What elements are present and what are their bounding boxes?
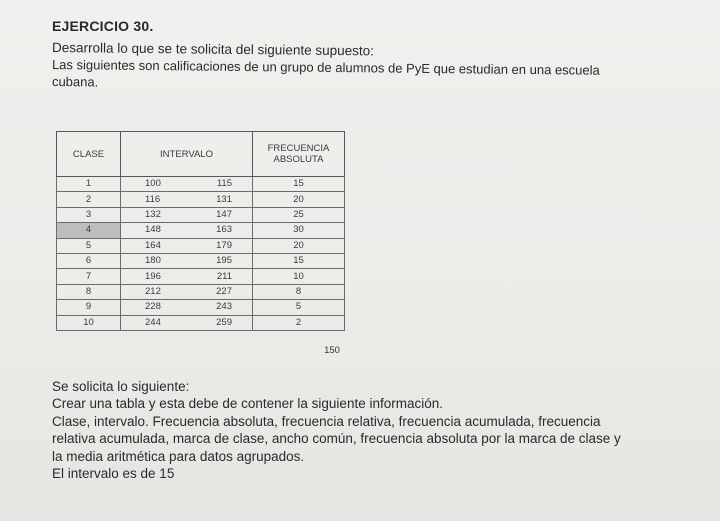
- requirements-line1: Se solicita lo siguiente:: [52, 379, 190, 394]
- interval-lower-cell: 196: [121, 269, 188, 284]
- frequency-cell: 20: [253, 238, 345, 253]
- frequency-table-container: [56, 131, 345, 356]
- clase-cell: 8: [57, 284, 121, 299]
- requirements-line2: Crear una tabla y esta debe de contener la siguiente información.: [52, 396, 443, 412]
- interval-lower-cell: 148: [121, 223, 188, 238]
- clase-cell: 4: [57, 223, 121, 238]
- interval-lower-cell: 212: [121, 284, 188, 299]
- interval-lower-cell: 164: [121, 238, 188, 253]
- clase-cell: 6: [57, 253, 121, 268]
- table-row: [57, 315, 345, 330]
- clase-cell: 5: [57, 238, 121, 253]
- frequency-cell: 15: [253, 177, 345, 192]
- header-frecuencia-line2: ABSOLUTA: [273, 154, 324, 165]
- table-row: [57, 253, 345, 268]
- requirements-line5: la media aritmética para datos agrupados.: [52, 448, 305, 464]
- table-row: [57, 238, 345, 253]
- clase-cell: 7: [57, 269, 121, 284]
- frequency-cell: 15: [253, 253, 345, 268]
- table-row: [57, 177, 345, 192]
- requirements-line4: relativa acumulada, marca de clase, ancho común, frecuencia absoluta por la marca de clase y: [52, 431, 621, 447]
- frequency-cell: 8: [253, 284, 345, 299]
- interval-lower-cell: 100: [121, 177, 188, 192]
- interval-upper-cell: 179: [188, 238, 253, 253]
- interval-upper-cell: 259: [188, 315, 253, 330]
- interval-upper-cell: 227: [188, 284, 253, 299]
- clase-cell: 2: [57, 192, 121, 207]
- table-row: [57, 192, 345, 207]
- header-intervalo: INTERVALO: [121, 132, 253, 177]
- interval-lower-cell: 244: [121, 315, 188, 330]
- exercise-header: [52, 18, 692, 90]
- header-frecuencia: [253, 132, 345, 177]
- table-row: [57, 300, 345, 315]
- table-row: [57, 223, 345, 238]
- interval-lower-cell: 116: [121, 192, 188, 207]
- interval-upper-cell: 195: [188, 253, 253, 268]
- interval-lower-cell: 228: [121, 300, 188, 315]
- frequency-table: [56, 131, 345, 331]
- exercise-title: EJERCICIO 30.: [52, 18, 154, 34]
- instruction-text: Desarrolla lo que se te solicita del siguiente supuesto:: [51, 40, 374, 59]
- context-text-line1: Las siguientes son calificaciones de un grupo de alumnos de PyE que estudian en una escuela: [51, 57, 600, 78]
- header-clase: CLASE: [57, 132, 121, 177]
- table-row: [57, 284, 345, 299]
- frequency-cell: 5: [253, 300, 345, 315]
- frequency-cell: 2: [253, 315, 345, 330]
- requirements-line3: Clase, intervalo. Frecuencia absoluta, frecuencia relativa, frecuencia acumulada, frecuencia: [52, 413, 601, 429]
- frequency-cell: 25: [253, 207, 345, 222]
- clase-cell: 10: [57, 315, 121, 330]
- interval-upper-cell: 243: [188, 300, 253, 315]
- requirements-line6: El intervalo es de 15: [52, 466, 175, 482]
- interval-upper-cell: 131: [188, 192, 253, 207]
- frequency-total: 150: [324, 345, 340, 356]
- interval-upper-cell: 211: [188, 269, 253, 284]
- frequency-cell: 10: [253, 269, 345, 284]
- requirements-section: [52, 378, 692, 482]
- interval-upper-cell: 115: [188, 177, 253, 192]
- frequency-cell: 30: [253, 223, 345, 238]
- header-frecuencia-line1: FRECUENCIA: [267, 143, 330, 154]
- interval-lower-cell: 180: [121, 253, 188, 268]
- clase-cell: 9: [57, 300, 121, 315]
- table-body: [57, 177, 345, 331]
- table-row: [57, 207, 345, 222]
- clase-cell: 1: [57, 177, 121, 192]
- interval-lower-cell: 132: [121, 207, 188, 222]
- table-row: [57, 269, 345, 284]
- interval-upper-cell: 163: [188, 223, 253, 238]
- interval-upper-cell: 147: [188, 207, 253, 222]
- frequency-cell: 20: [253, 192, 345, 207]
- context-text-line2: cubana.: [51, 74, 99, 90]
- clase-cell: 3: [57, 207, 121, 222]
